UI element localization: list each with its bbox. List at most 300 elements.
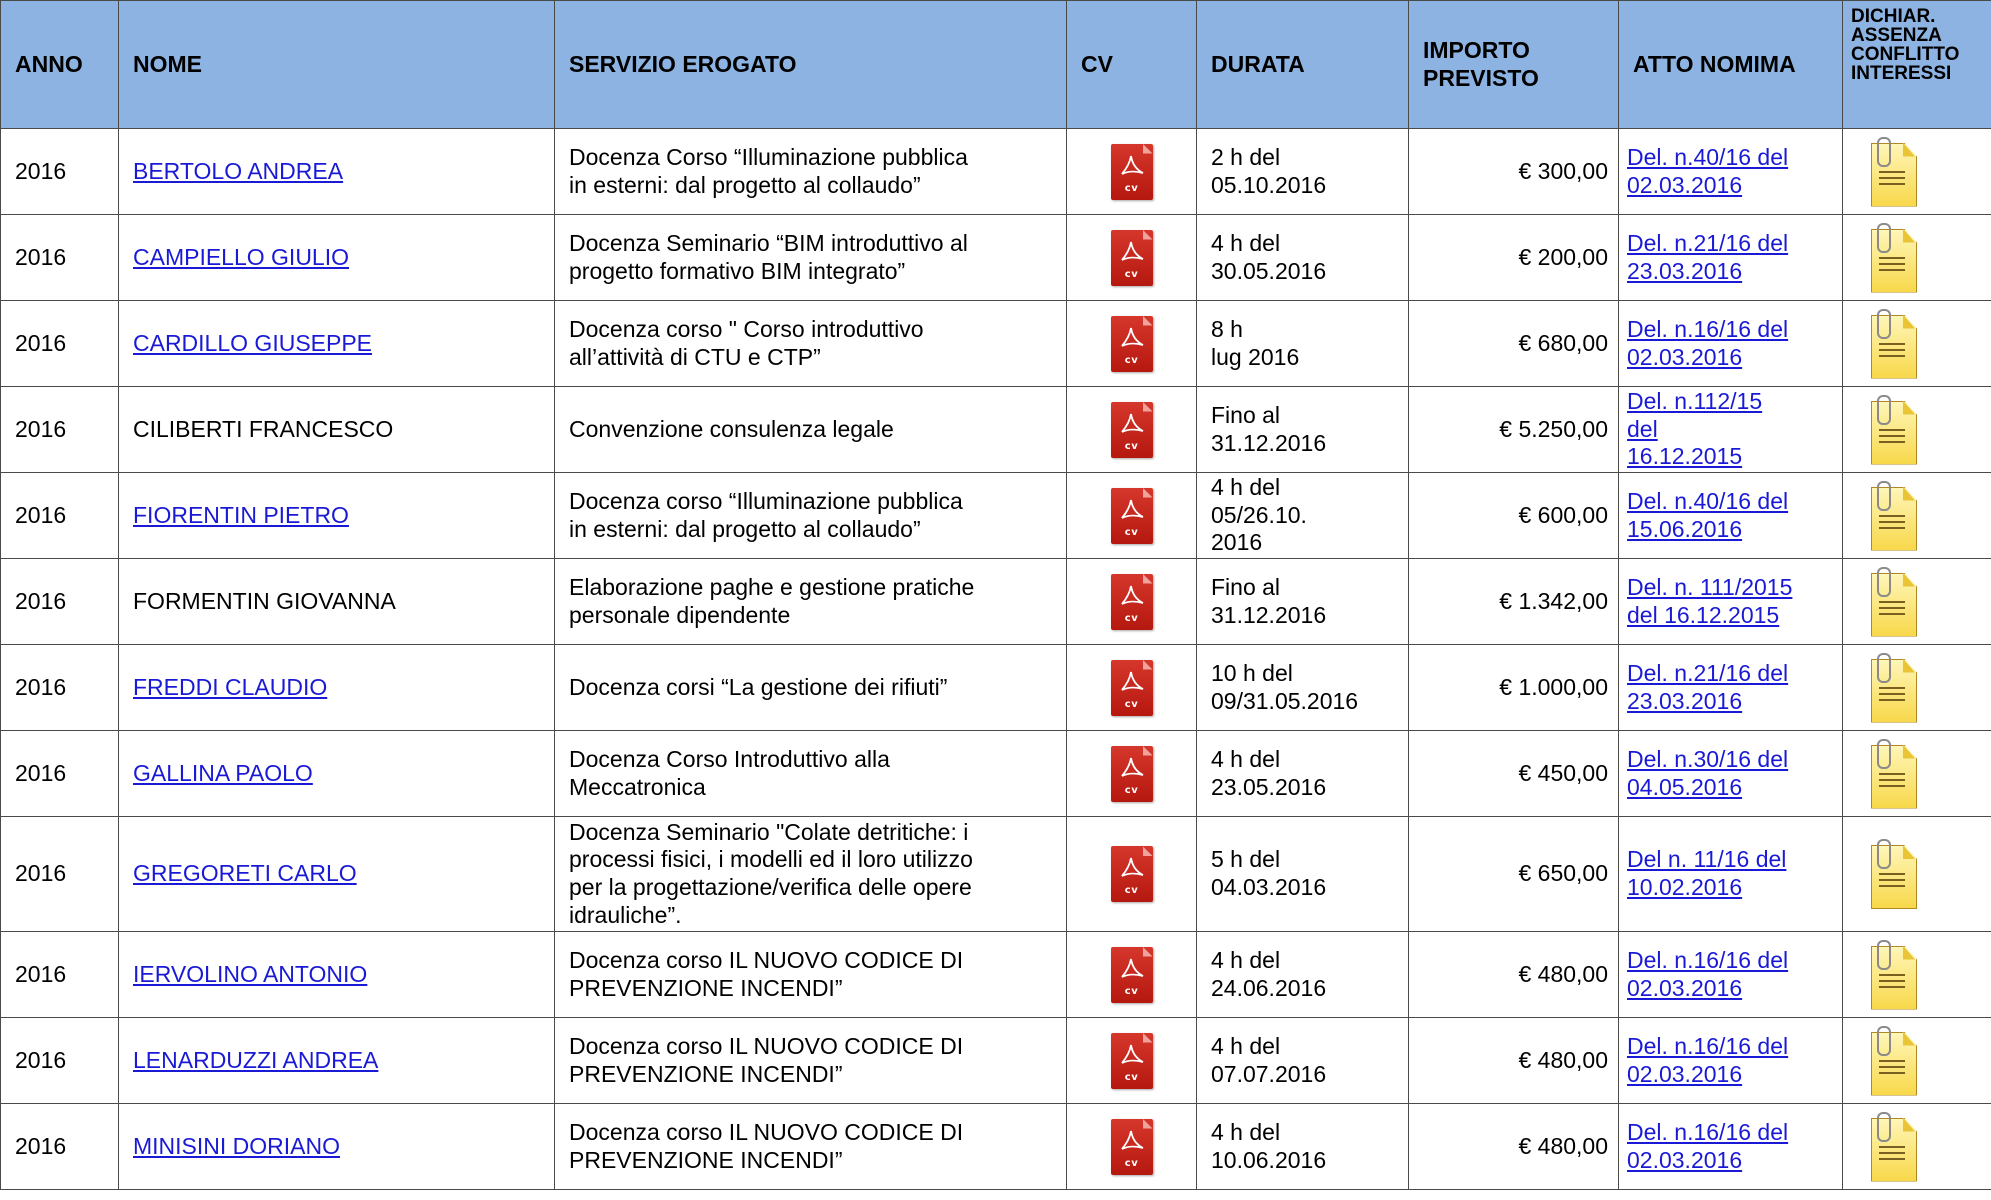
cell-dichiarazione: [1843, 473, 1991, 559]
atto-line: 02.03.2016: [1627, 1146, 1743, 1173]
atto-nomina-link[interactable]: [1627, 1033, 1788, 1087]
durata-line: 23.05.2016: [1211, 773, 1327, 800]
atto-nomina-link[interactable]: [1627, 388, 1762, 469]
paperclip-icon: [1877, 839, 1891, 869]
atto-line: 16.12.2015: [1627, 443, 1743, 470]
header-dich-line2: ASSENZA: [1851, 25, 1942, 46]
pdf-cv-icon[interactable]: [1111, 316, 1153, 372]
atto-line: 02.03.2016: [1627, 974, 1743, 1001]
servizio-line: Meccatronica: [569, 773, 706, 800]
acrobat-swirl-icon: [1119, 1043, 1145, 1067]
atto-line: Del. n. 111/2015: [1627, 573, 1793, 600]
cell-servizio: [555, 301, 1067, 387]
cell-anno: 2016: [1, 559, 119, 645]
notepad-document-icon[interactable]: [1865, 1026, 1919, 1096]
acrobat-swirl-icon: [1119, 326, 1145, 350]
table-row: [1, 301, 1991, 387]
durata-line: Fino al: [1211, 573, 1281, 600]
header-dich-line1: DICHIAR.: [1851, 6, 1936, 27]
cell-durata: [1197, 932, 1409, 1018]
cell-dichiarazione: [1843, 129, 1991, 215]
cell-atto: [1619, 817, 1843, 932]
cell-servizio: [555, 932, 1067, 1018]
cell-servizio: [555, 1018, 1067, 1104]
servizio-line: all’attività di CTU e CTP”: [569, 343, 821, 370]
durata-line: 4 h del: [1211, 946, 1281, 973]
servizio-line: Convenzione consulenza legale: [569, 415, 894, 442]
cell-importo: € 5.250,00: [1409, 387, 1619, 473]
atto-nomina-link[interactable]: [1627, 488, 1788, 542]
cell-nome: [119, 731, 555, 817]
atto-line: Del. n.21/16 del: [1627, 229, 1789, 256]
durata-line: 04.03.2016: [1211, 874, 1327, 900]
cell-importo: € 680,00: [1409, 301, 1619, 387]
acrobat-swirl-icon: [1119, 240, 1145, 264]
cell-atto: [1619, 129, 1843, 215]
cell-atto: [1619, 387, 1843, 473]
acrobat-swirl-icon: [1119, 756, 1145, 780]
person-name-link[interactable]: LENARDUZZI ANDREA: [133, 1046, 379, 1073]
cell-importo: € 480,00: [1409, 932, 1619, 1018]
table-row: [1, 559, 1991, 645]
atto-nomina-link[interactable]: [1627, 846, 1786, 900]
acrobat-swirl-icon: [1119, 670, 1145, 694]
table-row: [1, 817, 1991, 932]
notepad-document-icon[interactable]: [1865, 839, 1919, 909]
doc-lines: [1879, 429, 1905, 447]
atto-line: Del. n.16/16 del: [1627, 946, 1789, 973]
servizio-line: Elaborazione paghe e gestione pratiche: [569, 573, 975, 600]
cell-anno: 2016: [1, 817, 119, 932]
durata-line: 24.06.2016: [1211, 974, 1327, 1001]
cell-cv: [1067, 301, 1197, 387]
table-row: [1, 387, 1991, 473]
cell-servizio: [555, 1104, 1067, 1190]
servizio-line: Docenza corso " Corso introduttivo: [569, 315, 924, 342]
atto-line: Del. n.112/15: [1627, 388, 1763, 415]
atto-line: 04.05.2016: [1627, 773, 1743, 800]
cell-servizio: [555, 731, 1067, 817]
person-name: FORMENTIN GIOVANNA: [133, 587, 396, 614]
servizio-line: PREVENZIONE INCENDI”: [569, 1060, 843, 1087]
atto-line: Del. n.16/16 del: [1627, 1032, 1789, 1059]
durata-line: 10 h del: [1211, 659, 1293, 686]
cell-atto: [1619, 215, 1843, 301]
cell-nome: [119, 129, 555, 215]
pdf-fold: [1143, 947, 1153, 957]
cell-importo: € 600,00: [1409, 473, 1619, 559]
cell-importo: € 200,00: [1409, 215, 1619, 301]
atto-line: 15.06.2016: [1627, 515, 1743, 542]
servizio-line: progetto formativo BIM integrato”: [569, 257, 906, 284]
pdf-cv-icon[interactable]: [1111, 574, 1153, 630]
table-body: [1, 129, 1991, 1190]
notepad-document-icon[interactable]: [1865, 481, 1919, 551]
cell-anno: 2016: [1, 731, 119, 817]
pdf-cv-icon[interactable]: [1111, 488, 1153, 544]
cell-nome: [119, 1104, 555, 1190]
cell-anno: 2016: [1, 645, 119, 731]
atto-line: 10.02.2016: [1627, 874, 1743, 900]
durata-line: lug 2016: [1211, 343, 1300, 370]
doc-lines: [1879, 1146, 1905, 1164]
durata-line: 4 h del: [1211, 1118, 1281, 1145]
acrobat-swirl-icon: [1119, 584, 1145, 608]
notepad-document-icon[interactable]: [1865, 940, 1919, 1010]
pdf-cv-icon[interactable]: [1111, 746, 1153, 802]
servizio-line: personale dipendente: [569, 601, 791, 628]
atto-line: 02.03.2016: [1627, 171, 1743, 198]
cv-label: cv: [1124, 268, 1139, 280]
cell-cv: [1067, 731, 1197, 817]
pdf-fold: [1143, 230, 1153, 240]
doc-lines: [1879, 171, 1905, 189]
servizio-line: Docenza corso IL NUOVO CODICE DI: [569, 946, 964, 973]
pdf-cv-icon[interactable]: [1111, 230, 1153, 286]
cell-dichiarazione: [1843, 932, 1991, 1018]
doc-lines: [1879, 687, 1905, 705]
doc-lines: [1879, 257, 1905, 275]
durata-line: 07.07.2016: [1211, 1060, 1327, 1087]
cell-dichiarazione: [1843, 387, 1991, 473]
header-importo: [1409, 1, 1619, 129]
header-dich-line3: CONFLITTO: [1851, 44, 1960, 65]
servizio-line: Docenza corso “Illuminazione pubblica: [569, 487, 963, 514]
cell-servizio: [555, 817, 1067, 932]
cell-nome: [119, 387, 555, 473]
cell-durata: [1197, 387, 1409, 473]
servizio-line: Docenza Corso “Illuminazione pubblica: [569, 143, 968, 170]
durata-line: Fino al: [1211, 401, 1281, 428]
paperclip-icon: [1877, 137, 1891, 167]
paperclip-icon: [1877, 940, 1891, 970]
doc-lines: [1879, 343, 1905, 361]
person-name-link[interactable]: FIORENTIN PIETRO: [133, 501, 349, 528]
acrobat-swirl-icon: [1119, 1129, 1145, 1153]
cell-importo: € 480,00: [1409, 1018, 1619, 1104]
cv-label: cv: [1124, 440, 1139, 452]
cell-atto: [1619, 932, 1843, 1018]
servizio-line: Docenza Corso Introduttivo alla: [569, 745, 890, 772]
cell-durata: [1197, 1104, 1409, 1190]
pdf-fold: [1143, 316, 1153, 326]
cell-importo: € 1.342,00: [1409, 559, 1619, 645]
acrobat-swirl-icon: [1119, 412, 1145, 436]
cell-importo: € 1.000,00: [1409, 645, 1619, 731]
cell-dichiarazione: [1843, 817, 1991, 932]
cell-cv: [1067, 559, 1197, 645]
cell-durata: [1197, 301, 1409, 387]
pdf-fold: [1143, 660, 1153, 670]
cell-nome: [119, 1018, 555, 1104]
notepad-document-icon[interactable]: [1865, 395, 1919, 465]
atto-nomina-link[interactable]: [1627, 230, 1788, 284]
cell-nome: [119, 473, 555, 559]
doc-lines: [1879, 773, 1905, 791]
atto-nomina-link[interactable]: [1627, 746, 1788, 800]
cell-durata: [1197, 559, 1409, 645]
cv-label: cv: [1124, 1157, 1139, 1169]
doc-lines: [1879, 873, 1905, 891]
person-name-link[interactable]: CAMPIELLO GIULIO: [133, 243, 350, 270]
cell-cv: [1067, 387, 1197, 473]
pdf-cv-icon[interactable]: [1111, 1119, 1153, 1175]
durata-line: 4 h del: [1211, 1032, 1281, 1059]
atto-line: Del. n.16/16 del: [1627, 315, 1789, 342]
cv-label: cv: [1124, 1071, 1139, 1083]
cell-durata: [1197, 215, 1409, 301]
notepad-document-icon[interactable]: [1865, 1112, 1919, 1182]
cell-importo: € 650,00: [1409, 817, 1619, 932]
acrobat-swirl-icon: [1119, 957, 1145, 981]
servizio-line: idrauliche”.: [569, 901, 682, 928]
table-row: [1, 1104, 1991, 1190]
cell-anno: 2016: [1, 129, 119, 215]
cv-label: cv: [1124, 885, 1139, 896]
person-name-link[interactable]: BERTOLO ANDREA: [133, 157, 344, 184]
acrobat-swirl-icon: [1119, 154, 1145, 178]
servizio-line: in esterni: dal progetto al collaudo”: [569, 171, 921, 198]
cell-dichiarazione: [1843, 1104, 1991, 1190]
durata-line: 09/31.05.2016: [1211, 687, 1359, 714]
header-cv: CV: [1067, 1, 1197, 129]
cell-cv: [1067, 645, 1197, 731]
paperclip-icon: [1877, 567, 1891, 597]
cell-servizio: [555, 473, 1067, 559]
pdf-fold: [1143, 144, 1153, 154]
cv-label: cv: [1124, 698, 1139, 710]
atto-nomina-link[interactable]: [1627, 144, 1788, 198]
paperclip-icon: [1877, 395, 1891, 425]
cell-anno: 2016: [1, 473, 119, 559]
cell-dichiarazione: [1843, 645, 1991, 731]
notepad-document-icon[interactable]: [1865, 653, 1919, 723]
servizio-line: PREVENZIONE INCENDI”: [569, 974, 843, 1001]
atto-line: 23.03.2016: [1627, 257, 1743, 284]
servizio-line: Docenza corso IL NUOVO CODICE DI: [569, 1032, 964, 1059]
person-name-link[interactable]: GALLINA PAOLO: [133, 759, 313, 786]
cell-servizio: [555, 129, 1067, 215]
atto-line: 23.03.2016: [1627, 687, 1743, 714]
atto-nomina-link[interactable]: [1627, 660, 1788, 714]
cell-dichiarazione: [1843, 1018, 1991, 1104]
cell-nome: [119, 215, 555, 301]
paperclip-icon: [1877, 223, 1891, 253]
pdf-fold: [1143, 574, 1153, 584]
paperclip-icon: [1877, 739, 1891, 769]
durata-line: 10.06.2016: [1211, 1146, 1327, 1173]
servizio-line: processi fisici, i modelli ed il loro utilizzo: [569, 846, 973, 873]
notepad-document-icon[interactable]: [1865, 739, 1919, 809]
cell-atto: [1619, 1018, 1843, 1104]
pdf-fold: [1143, 402, 1153, 412]
table-row: [1, 1018, 1991, 1104]
pdf-fold: [1143, 846, 1153, 856]
atto-line: Del. n.21/16 del: [1627, 659, 1789, 686]
doc-lines: [1879, 601, 1905, 619]
pdf-cv-icon[interactable]: [1111, 846, 1153, 902]
paperclip-icon: [1877, 1112, 1891, 1142]
atto-nomina-link[interactable]: [1627, 316, 1788, 370]
servizio-line: Docenza corsi “La gestione dei rifiuti”: [569, 673, 948, 700]
table-row: [1, 932, 1991, 1018]
atto-line: Del n. 11/16 del: [1627, 846, 1787, 873]
header-importo-line2: PREVISTO: [1423, 64, 1539, 91]
cell-servizio: [555, 215, 1067, 301]
durata-line: 4 h del: [1211, 474, 1281, 501]
paperclip-icon: [1877, 653, 1891, 683]
durata-line: 31.12.2016: [1211, 601, 1327, 628]
durata-line: 31.12.2016: [1211, 429, 1327, 456]
pdf-fold: [1143, 1033, 1153, 1043]
cv-label: cv: [1124, 784, 1139, 796]
cell-anno: 2016: [1, 215, 119, 301]
atto-nomina-link[interactable]: [1627, 574, 1792, 628]
notepad-document-icon[interactable]: [1865, 223, 1919, 293]
cell-anno: 2016: [1, 932, 119, 1018]
cell-cv: [1067, 817, 1197, 932]
pdf-fold: [1143, 488, 1153, 498]
cell-dichiarazione: [1843, 301, 1991, 387]
durata-line: 30.05.2016: [1211, 257, 1327, 284]
cell-atto: [1619, 645, 1843, 731]
cell-cv: [1067, 1104, 1197, 1190]
atto-line: 02.03.2016: [1627, 343, 1743, 370]
person-name-link[interactable]: CARDILLO GIUSEPPE: [133, 329, 373, 356]
durata-line: 05.10.2016: [1211, 171, 1327, 198]
doc-lines: [1879, 974, 1905, 992]
cell-atto: [1619, 473, 1843, 559]
atto-line: Del. n.16/16 del: [1627, 1118, 1789, 1145]
cell-importo: € 300,00: [1409, 129, 1619, 215]
cell-dichiarazione: [1843, 731, 1991, 817]
pdf-cv-icon[interactable]: [1111, 660, 1153, 716]
atto-line: 02.03.2016: [1627, 1060, 1743, 1087]
paperclip-icon: [1877, 481, 1891, 511]
pdf-cv-icon[interactable]: [1111, 947, 1153, 1003]
durata-line: 4 h del: [1211, 745, 1281, 772]
cell-cv: [1067, 129, 1197, 215]
cv-label: cv: [1124, 182, 1139, 194]
durata-line: 5 h del: [1211, 846, 1281, 873]
cell-atto: [1619, 731, 1843, 817]
table-row: [1, 731, 1991, 817]
person-name-link[interactable]: GREGORETI CARLO: [133, 860, 357, 887]
paperclip-icon: [1877, 1026, 1891, 1056]
notepad-document-icon[interactable]: [1865, 309, 1919, 379]
cell-cv: [1067, 215, 1197, 301]
cell-durata: [1197, 129, 1409, 215]
header-atto: ATTO NOMIMA: [1619, 1, 1843, 129]
cell-anno: 2016: [1, 1018, 119, 1104]
header-dichiarazione: [1843, 1, 1991, 129]
table-header-row: [1, 1, 1991, 129]
durata-line: 4 h del: [1211, 229, 1281, 256]
cell-servizio: [555, 645, 1067, 731]
cell-atto: [1619, 1104, 1843, 1190]
pdf-cv-icon[interactable]: [1111, 1033, 1153, 1089]
atto-line: del 16.12.2015: [1627, 601, 1780, 628]
pdf-cv-icon[interactable]: [1111, 402, 1153, 458]
cell-nome: [119, 559, 555, 645]
cv-label: cv: [1124, 985, 1139, 997]
atto-line: del: [1627, 415, 1658, 442]
atto-nomina-link[interactable]: [1627, 1119, 1788, 1173]
person-name-link[interactable]: MINISINI DORIANO: [133, 1132, 341, 1159]
durata-line: 2 h del: [1211, 143, 1281, 170]
cell-dichiarazione: [1843, 559, 1991, 645]
cell-anno: 2016: [1, 387, 119, 473]
table-row: [1, 473, 1991, 559]
pdf-fold: [1143, 746, 1153, 756]
cell-anno: 2016: [1, 1104, 119, 1190]
cell-durata: [1197, 731, 1409, 817]
cell-servizio: [555, 387, 1067, 473]
cell-nome: [119, 645, 555, 731]
cell-durata: [1197, 645, 1409, 731]
cell-cv: [1067, 1018, 1197, 1104]
header-servizio: SERVIZIO EROGATO: [555, 1, 1067, 129]
cv-label: cv: [1124, 612, 1139, 624]
doc-lines: [1879, 515, 1905, 533]
atto-nomina-link[interactable]: [1627, 947, 1788, 1001]
table-row: [1, 215, 1991, 301]
person-name-link[interactable]: IERVOLINO ANTONIO: [133, 960, 368, 987]
servizio-line: per la progettazione/verifica delle opere: [569, 874, 972, 900]
cv-label: cv: [1124, 354, 1139, 366]
cv-label: cv: [1124, 526, 1139, 538]
cell-cv: [1067, 932, 1197, 1018]
cell-durata: [1197, 817, 1409, 932]
servizio-line: Docenza corso IL NUOVO CODICE DI: [569, 1118, 964, 1145]
cell-anno: 2016: [1, 301, 119, 387]
doc-lines: [1879, 1060, 1905, 1078]
acrobat-swirl-icon: [1119, 856, 1145, 880]
cell-atto: [1619, 301, 1843, 387]
notepad-document-icon[interactable]: [1865, 137, 1919, 207]
person-name: CILIBERTI FRANCESCO: [133, 415, 394, 442]
notepad-document-icon[interactable]: [1865, 567, 1919, 637]
cell-durata: [1197, 473, 1409, 559]
cell-importo: € 450,00: [1409, 731, 1619, 817]
cell-nome: [119, 817, 555, 932]
pdf-cv-icon[interactable]: [1111, 144, 1153, 200]
header-importo-line1: IMPORTO: [1423, 36, 1530, 63]
pdf-fold: [1143, 1119, 1153, 1129]
cell-nome: [119, 932, 555, 1018]
cell-servizio: [555, 559, 1067, 645]
durata-line: 05/26.10.: [1211, 501, 1307, 528]
person-name-link[interactable]: FREDDI CLAUDIO: [133, 673, 328, 700]
servizio-line: in esterni: dal progetto al collaudo”: [569, 515, 921, 542]
header-dich-line4: INTERESSI: [1851, 63, 1952, 84]
cell-cv: [1067, 473, 1197, 559]
header-anno: ANNO: [1, 1, 119, 129]
paperclip-icon: [1877, 309, 1891, 339]
table-row: [1, 129, 1991, 215]
header-nome: NOME: [119, 1, 555, 129]
cell-atto: [1619, 559, 1843, 645]
cell-dichiarazione: [1843, 215, 1991, 301]
atto-line: Del. n.40/16 del: [1627, 487, 1789, 514]
durata-line: 8 h: [1211, 315, 1243, 342]
servizio-line: Docenza Seminario “BIM introduttivo al: [569, 229, 968, 256]
cell-importo: € 480,00: [1409, 1104, 1619, 1190]
servizio-line: Docenza Seminario "Colate detritiche: i: [569, 818, 969, 845]
cell-durata: [1197, 1018, 1409, 1104]
table-row: [1, 645, 1991, 731]
servizio-line: PREVENZIONE INCENDI”: [569, 1146, 843, 1173]
